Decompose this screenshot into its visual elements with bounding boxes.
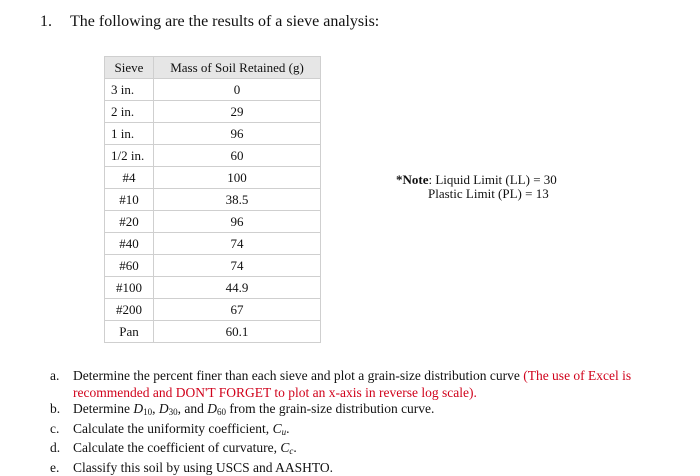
symbol-d30: D xyxy=(159,401,169,416)
subscript-10: 10 xyxy=(143,407,152,417)
part-a xyxy=(50,368,690,401)
part-label: a. xyxy=(50,368,59,385)
mass-cell: 60 xyxy=(154,145,321,167)
question-text: The following are the results of a sieve analysis: xyxy=(70,13,379,30)
sieve-cell: Pan xyxy=(105,321,154,343)
part-a-excel-note: (The use of Excel is recommended and DON'T FORGET to plot an x-axis in reverse log scale). xyxy=(73,368,631,400)
header-sieve: Sieve xyxy=(105,57,154,79)
part-c xyxy=(50,421,690,441)
sieve-cell: #20 xyxy=(105,211,154,233)
table-row xyxy=(105,211,321,233)
part-c-pre: Calculate the uniformity coefficient, xyxy=(73,421,273,436)
mass-cell: 96 xyxy=(154,123,321,145)
part-a-text: Determine the percent finer than each sieve and plot a grain-size distribution curve xyxy=(73,368,520,383)
mass-cell: 38.5 xyxy=(154,189,321,211)
part-label: b. xyxy=(50,401,60,418)
sieve-cell: 2 in. xyxy=(105,101,154,123)
separator: , and xyxy=(178,401,208,416)
table-row xyxy=(105,277,321,299)
question-title xyxy=(40,13,379,31)
sieve-cell: #60 xyxy=(105,255,154,277)
mass-cell: 74 xyxy=(154,233,321,255)
part-b xyxy=(50,401,690,421)
subscript-c: c xyxy=(289,446,293,456)
part-label: e. xyxy=(50,460,59,476)
part-b-post: from the grain-size distribution curve. xyxy=(226,401,434,416)
mass-cell: 96 xyxy=(154,211,321,233)
mass-cell: 44.9 xyxy=(154,277,321,299)
sieve-cell: #40 xyxy=(105,233,154,255)
question-parts xyxy=(50,368,690,476)
note-plastic-limit: Plastic Limit (PL) = 13 xyxy=(396,187,557,201)
limits-note xyxy=(396,173,557,201)
part-c-post: . xyxy=(286,421,289,436)
mass-cell: 29 xyxy=(154,101,321,123)
sieve-cell: #10 xyxy=(105,189,154,211)
question-number: 1. xyxy=(40,13,70,31)
symbol-d10: D xyxy=(133,401,143,416)
sieve-table xyxy=(104,56,321,343)
table-row xyxy=(105,255,321,277)
symbol-cc: C xyxy=(280,440,289,455)
table-row xyxy=(105,233,321,255)
part-d xyxy=(50,440,690,460)
table-row xyxy=(105,101,321,123)
symbol-d60: D xyxy=(207,401,217,416)
table-header-row xyxy=(105,57,321,79)
note-label: *Note xyxy=(396,172,429,187)
table-row xyxy=(105,189,321,211)
subscript-30: 30 xyxy=(169,407,178,417)
table-row xyxy=(105,321,321,343)
sieve-cell: 1 in. xyxy=(105,123,154,145)
subscript-u: u xyxy=(282,427,287,437)
symbol-cu: C xyxy=(273,421,282,436)
part-d-pre: Calculate the coefficient of curvature, xyxy=(73,440,280,455)
sieve-cell: #4 xyxy=(105,167,154,189)
mass-cell: 60.1 xyxy=(154,321,321,343)
part-e xyxy=(50,460,690,476)
separator: , xyxy=(152,401,159,416)
header-mass: Mass of Soil Retained (g) xyxy=(154,57,321,79)
table-row xyxy=(105,167,321,189)
mass-cell: 67 xyxy=(154,299,321,321)
table-row xyxy=(105,79,321,101)
note-line-liquid-limit xyxy=(396,173,557,187)
table-row xyxy=(105,145,321,167)
mass-cell: 0 xyxy=(154,79,321,101)
sieve-cell: 3 in. xyxy=(105,79,154,101)
mass-cell: 74 xyxy=(154,255,321,277)
subscript-60: 60 xyxy=(217,407,226,417)
sieve-cell: 1/2 in. xyxy=(105,145,154,167)
sieve-cell: #100 xyxy=(105,277,154,299)
part-b-pre: Determine xyxy=(73,401,133,416)
part-e-text: Classify this soil by using USCS and AASHTO. xyxy=(73,460,333,475)
part-label: d. xyxy=(50,440,60,457)
part-d-post: . xyxy=(293,440,296,455)
table-row xyxy=(105,299,321,321)
note-liquid-limit: : Liquid Limit (LL) = 30 xyxy=(429,172,557,187)
table-row xyxy=(105,123,321,145)
sieve-cell: #200 xyxy=(105,299,154,321)
part-label: c. xyxy=(50,421,59,438)
mass-cell: 100 xyxy=(154,167,321,189)
